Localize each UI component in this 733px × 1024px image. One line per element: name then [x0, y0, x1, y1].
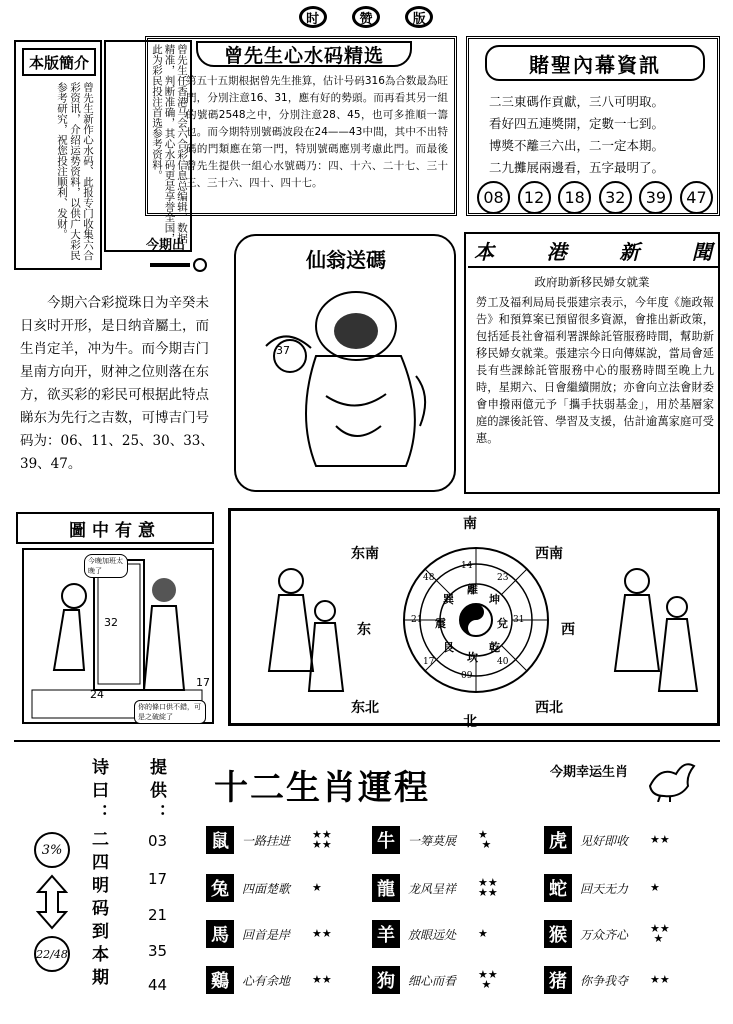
- zodiac-phrase: 回首是岸: [242, 927, 291, 942]
- zodiac-item: [372, 920, 508, 948]
- dir-west: 西: [561, 622, 575, 638]
- zodiac-note: 今期幸运生肖: [549, 765, 628, 780]
- circle-number-top: 3%: [34, 832, 70, 868]
- zodiac-animal: 鼠: [206, 826, 234, 854]
- provided-number: 44: [148, 976, 168, 994]
- lucky-text: 今期六合彩搅珠日为辛癸未日亥时开形，是日纳音屬土，而生肖定羊，冲为牛。而今期吉门星南方向开，财神之位则落在东方，欲买彩的彩民可根据此特点睇东为先行之吉数，可博吉门号码为：06、11、25、30、33、39、47。: [20, 295, 214, 472]
- ring-number: 40: [497, 657, 509, 667]
- ring-number: 31: [513, 615, 525, 625]
- hk-news-subtitle: 政府助新移民婦女就業: [534, 275, 650, 289]
- star-icon: ★★ ★: [478, 968, 498, 991]
- zodiac-item: [544, 826, 680, 854]
- dir-northwest: 西北: [535, 700, 563, 716]
- page-header: [286, 4, 446, 30]
- speech-bubble: 你的條口供不錯，可是之破綻了: [134, 700, 206, 724]
- zodiac-item: [206, 874, 342, 902]
- trigram-label: 巽: [443, 593, 454, 606]
- hidden-number: 17: [196, 676, 210, 689]
- crowd-figure-icon: [146, 253, 216, 275]
- star-icon: ★★: [312, 927, 332, 940]
- star-icon: ★★: [650, 973, 670, 986]
- ring-number: 23: [497, 573, 509, 583]
- number-circle: 12: [518, 181, 551, 214]
- star-icon: ★★: [650, 833, 670, 846]
- trigram-label: 坎: [467, 651, 478, 664]
- horse-line: 博獎不離三六出，二一定本期。: [489, 138, 665, 153]
- zodiac-animal: 羊: [372, 920, 400, 948]
- zodiac-item: [206, 920, 342, 948]
- circle-number-bottom: 22/48: [34, 936, 70, 972]
- star-icon: ★: [478, 927, 488, 940]
- ring-number: 21: [411, 615, 423, 625]
- trigram-label: 坤: [489, 593, 500, 606]
- star-icon: ★★ ★: [650, 922, 670, 945]
- zodiac-animal: 蛇: [544, 874, 572, 902]
- poem-label: 诗曰：: [88, 758, 108, 827]
- hk-title-char: 聞: [691, 239, 712, 264]
- picture-title: 圖中有意: [16, 512, 214, 544]
- crowd-label: [146, 234, 216, 274]
- number-circle: 39: [639, 181, 672, 214]
- provided-number: 03: [148, 832, 168, 850]
- zodiac-item: [372, 826, 508, 854]
- zodiac-item: [206, 966, 342, 994]
- zodiac-animal: 馬: [206, 920, 234, 948]
- horse-line: 二三東碼作貢獻，三八可明取。: [489, 94, 665, 109]
- header-char-2: 赞: [352, 6, 380, 28]
- star-icon: ★ ★: [478, 828, 492, 851]
- zodiac-item: [372, 966, 508, 994]
- crowd-label-text: 今期出: [146, 238, 186, 253]
- zodiac-animal: 猪: [544, 966, 572, 994]
- picture-puzzle: [22, 548, 214, 724]
- poem-text: 二四明码到本期: [88, 830, 108, 991]
- ring-number: 48: [423, 573, 435, 583]
- hk-title-char: 港: [546, 239, 567, 264]
- provide-label: 提供：: [146, 758, 166, 827]
- zodiac-phrase: 龙风呈祥: [408, 881, 457, 896]
- zodiac-phrase: 见好即收: [580, 833, 629, 848]
- horse-line: 二九攤展兩邊看，五字最明了。: [489, 160, 665, 175]
- zodiac-animal: 龍: [372, 874, 400, 902]
- trigram-label: 乾: [489, 641, 500, 654]
- hk-news-body: 勞工及福利局局長張建宗表示，今年度《施政報告》和預算案已預留很多資源，會推出新政策，包括延長社會福利署課餘託管服務時間，幫助新移民婦女就業。張建宗今日向傳媒說，當局會延長有些課餘託管服務中心的服務時間至晚上九時，星期六、日會繼續開放；亦會向立法會財委會申撥兩億元予「攜手扶弱基金」，用於基層家庭的課後託管、學習及支援，估計逾萬家庭可受惠。: [476, 296, 714, 445]
- zodiac-phrase: 一路挂进: [242, 833, 291, 848]
- ring-number: 17: [423, 657, 435, 667]
- number-circle: 32: [599, 181, 632, 214]
- zodiac-phrase: 一筹莫展: [408, 833, 457, 848]
- hk-title-char: 本: [474, 239, 494, 264]
- zodiac-phrase: 放眼远处: [408, 927, 457, 942]
- tseng-title: 曾先生心水码精选: [196, 41, 412, 67]
- rooster-icon: [640, 756, 700, 802]
- star-icon: ★★: [312, 973, 332, 986]
- header-char-3: 版: [405, 6, 433, 28]
- dir-north: 北: [463, 714, 477, 730]
- horse-line: 看好四五連獎開，定數一七到。: [489, 116, 665, 131]
- tseng-text: 第五十五期根据曾先生推算，估计号码316為合数最為旺門，分別注意16、31，應有好的勢頭。而再看其另一組的號碼2548之中，分別注意28、45，也可多推順一籌也。而今期特別號碼波段在24——43中間，其中不出特碼的門類應在第一門，特別號碼應別考慮此門。而最後曾先生提供一組心水號碼乃：四、十六、二十七、三十三、三十六、四十、四十七。: [186, 75, 448, 189]
- number-circle: 08: [477, 181, 510, 214]
- kids-right-illustration-icon: [597, 551, 707, 711]
- star-icon: ★: [650, 881, 660, 894]
- immortal-title: 仙翁送碼: [306, 248, 386, 272]
- zodiac-item: [206, 826, 342, 854]
- provided-number: 17: [148, 870, 168, 888]
- hk-title-char: 新: [619, 239, 640, 264]
- zodiac-title: 十二生肖運程: [214, 768, 430, 808]
- intro-title: 本版簡介: [22, 48, 96, 76]
- zodiac-phrase: 心有余地: [242, 973, 291, 988]
- hk-news-title: [468, 234, 718, 268]
- number-circle: 18: [558, 181, 591, 214]
- number-circle: 47: [680, 181, 713, 214]
- horse-lines: [489, 91, 707, 179]
- provided-number: 21: [148, 906, 168, 924]
- horse-numbers: [477, 181, 713, 214]
- zodiac-animal: 兔: [206, 874, 234, 902]
- ring-number: 14: [461, 561, 473, 571]
- trigram-label: 兌: [497, 617, 508, 630]
- star-icon: ★★ ★★: [312, 828, 332, 851]
- kids-left-illustration-icon: [251, 551, 351, 711]
- immortal-number: 37: [276, 344, 290, 357]
- ring-number: 09: [461, 671, 473, 681]
- zodiac-phrase: 你争我夺: [580, 973, 629, 988]
- zodiac-animal: 虎: [544, 826, 572, 854]
- dir-southwest: 西南: [535, 546, 563, 562]
- star-icon: ★: [312, 881, 322, 894]
- dir-east: 东: [357, 622, 371, 638]
- speech-bubble: 今晚加班太晚了: [84, 554, 128, 578]
- dir-northeast: 东北: [351, 700, 379, 716]
- dir-south: 南: [463, 516, 477, 532]
- zodiac-animal: 鷄: [206, 966, 234, 994]
- trigram-label: 離: [467, 583, 478, 596]
- star-icon: ★★ ★★: [478, 876, 498, 899]
- trigram-label: 震: [435, 617, 446, 630]
- zodiac-phrase: 四面楚歌: [242, 881, 291, 896]
- zodiac-item: [372, 874, 508, 902]
- zodiac-item: [544, 966, 680, 994]
- immortal-box: [234, 234, 456, 492]
- double-arrow-icon: [36, 874, 68, 930]
- bagua-wheel-icon: [401, 535, 551, 705]
- horse-title: 賭聖內幕資訊: [485, 45, 705, 81]
- trigram-label: 艮: [443, 641, 454, 654]
- provided-number: 35: [148, 942, 168, 960]
- intro-box: [14, 40, 102, 270]
- horse-box: [466, 36, 720, 216]
- hidden-number: 32: [104, 616, 118, 629]
- zodiac-phrase: 回天无力: [580, 881, 629, 896]
- intro-text: 曾先生新作心水码、此报专门收集六合彩资讯，介绍运势资料，以供广大彩民参考研究，祝您投注顺利、发财。: [56, 82, 94, 261]
- hidden-number: 24: [90, 688, 104, 701]
- zodiac-phrase: 万众齐心: [580, 927, 629, 942]
- header-char-1: 时: [299, 6, 327, 28]
- compass-box: [228, 508, 720, 730]
- zodiac-animal: 猴: [544, 920, 572, 948]
- hk-news-box: [464, 232, 720, 494]
- immortal-illustration-icon: [256, 276, 438, 486]
- dir-southeast: 东南: [351, 546, 379, 562]
- side-note: 曾先生任香港马会六合彩信息总编辑，数据精准，判断准确，其心水码更是享誉全国，此为彩民投注首选参考资料。: [104, 40, 192, 252]
- tseng-box: [145, 36, 457, 216]
- zodiac-item: [544, 874, 680, 902]
- zodiac-item: [544, 920, 680, 948]
- zodiac-animal: 狗: [372, 966, 400, 994]
- zodiac-phrase: 细心而看: [408, 973, 457, 988]
- zodiac-animal: 牛: [372, 826, 400, 854]
